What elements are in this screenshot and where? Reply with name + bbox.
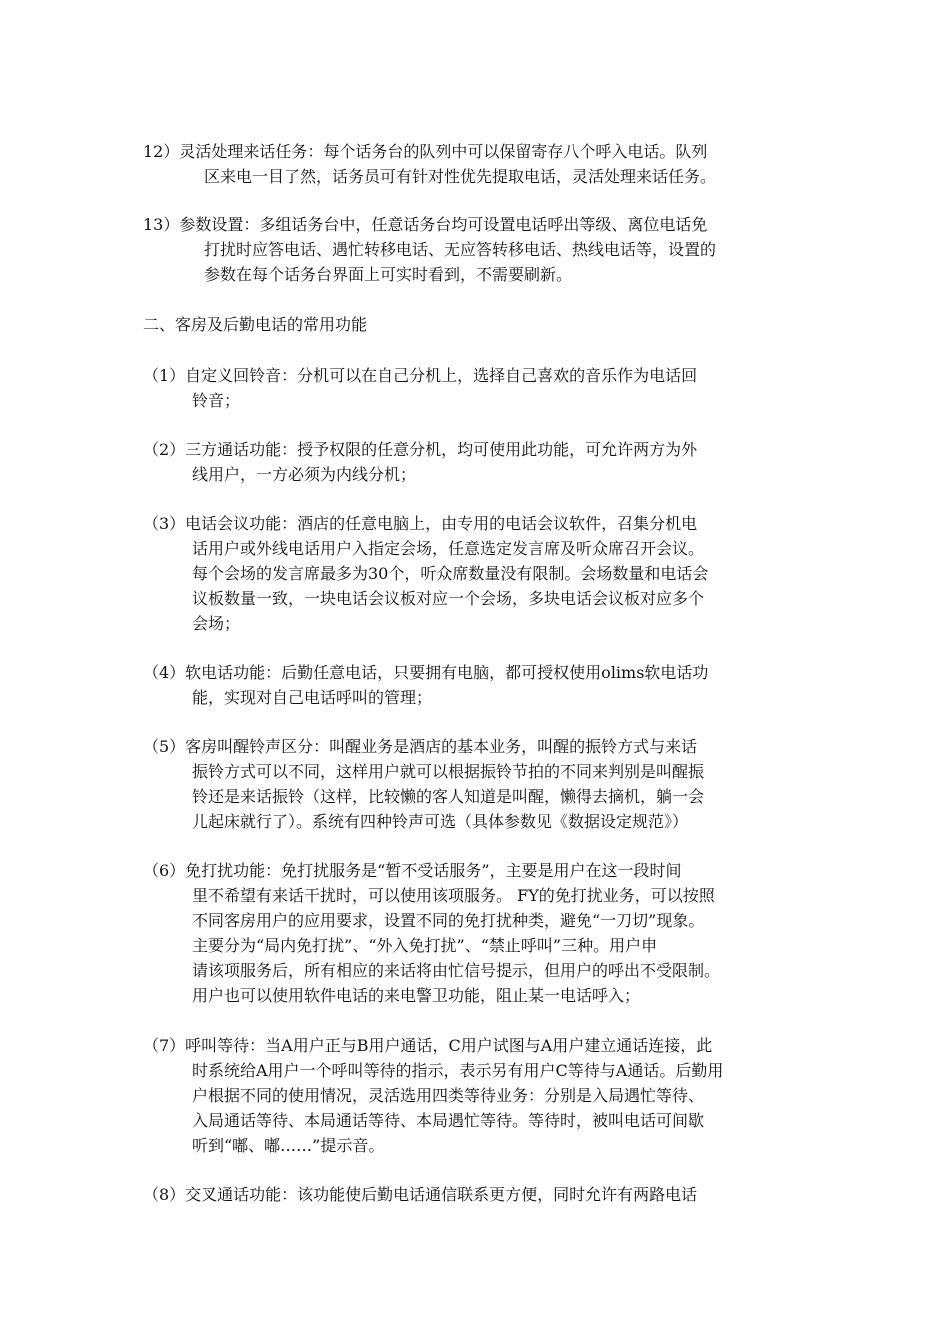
section-2-heading: 二、客房及后勤电话的常用功能 <box>143 315 368 334</box>
item-13-line-3: 参数在每个话务台界面上可实时看到，不需要刷新。 <box>204 265 573 284</box>
point-6-line-3: 不同客房用户的应用要求，设置不同的免打扰种类，避免“一刀切”现象。 <box>192 911 705 930</box>
point-1-line-2: 铃音； <box>192 391 241 410</box>
point-3-line-5: 会场； <box>192 614 241 633</box>
point-7-line-4: 入局通话等待、本局通话等待、本局遇忙等待。等待时，被叫电话可间歇 <box>192 1111 705 1130</box>
item-13-line-1: 13）参数设置：多组话务台中，任意话务台均可设置电话呼出等级、离位电话免 <box>143 215 708 234</box>
point-8-line-1: （8）交叉通话功能：该功能使后勤电话通信联系更方便，同时允许有两路电话 <box>143 1185 698 1204</box>
point-7-line-5: 听到“嘟、嘟……”提示音。 <box>192 1136 385 1155</box>
point-7-line-2: 时系统给A用户一个呼叫等待的指示，表示另有用户C等待与A通话。后勤用 <box>192 1061 724 1080</box>
point-6-line-5: 请该项服务后，所有相应的来话将由忙信号提示，但用户的呼出不受限制。 <box>192 961 721 980</box>
point-3-line-2: 话用户或外线电话用户入指定会场，任意选定发言席及听众席召开会议。 <box>192 539 705 558</box>
point-5-line-3: 铃还是来话振铃（这样，比较懒的客人知道是叫醒，懒得去摘机，躺一会 <box>192 787 705 806</box>
point-3-line-3: 每个会场的发言席最多为30个，听众席数量没有限制。会场数量和电话会 <box>192 564 709 583</box>
item-12-line-1: 12）灵活处理来话任务：每个话务台的队列中可以保留寄存八个呼入电话。队列 <box>143 142 708 161</box>
point-5-line-1: （5）客房叫醒铃声区分：叫醒业务是酒店的基本业务，叫醒的振铃方式与来话 <box>143 737 698 756</box>
item-12-line-2: 区来电一目了然，话务员可有针对性优先提取电话，灵活处理来话任务。 <box>204 167 717 186</box>
point-7-line-3: 户根据不同的使用情况，灵活选用四类等待业务：分别是入局遇忙等待、 <box>192 1086 705 1105</box>
point-5-line-2: 振铃方式可以不同，这样用户就可以根据振铃节拍的不同来判别是叫醒振 <box>192 762 705 781</box>
point-1-line-1: （1）自定义回铃音：分机可以在自己分机上，选择自己喜欢的音乐作为电话回 <box>143 366 698 385</box>
item-13-line-2: 打扰时应答电话、遇忙转移电话、无应答转移电话、热线电话等，设置的 <box>204 240 717 259</box>
point-2-line-1: （2）三方通话功能：授予权限的任意分机，均可使用此功能，可允许两方为外 <box>143 440 698 459</box>
point-7-line-1: （7）呼叫等待：当A用户正与B用户通话，C用户试图与A用户建立通话连接，此 <box>143 1036 713 1055</box>
point-6-line-4: 主要分为“局内免打扰”、“外入免打扰”、“禁止呼叫”三种。用户申 <box>192 936 658 955</box>
point-6-line-2: 里不希望有来话干扰时，可以使用该项服务。 FY的免打扰业务，可以按照 <box>192 886 715 905</box>
point-4-line-1: （4）软电话功能：后勤任意电话，只要拥有电脑，都可授权使用olims软电话功 <box>143 663 709 682</box>
point-4-line-2: 能，实现对自己电话呼叫的管理； <box>192 688 433 707</box>
point-3-line-1: （3）电话会议功能：酒店的任意电脑上，由专用的电话会议软件，召集分机电 <box>143 514 698 533</box>
point-6-line-6: 用户也可以使用软件电话的来电警卫功能，阻止某一电话呼入； <box>192 986 641 1005</box>
point-6-line-1: （6）免打扰功能：免打扰服务是“暂不受话服务”，主要是用户在这一段时间 <box>143 861 682 880</box>
point-3-line-4: 议板数量一致，一块电话会议板对应一个会场，多块电话会议板对应多个 <box>192 589 705 608</box>
point-2-line-2: 线用户，一方必须为内线分机； <box>192 465 417 484</box>
point-5-line-4: 儿起床就行了）。系统有四种铃声可选（具体参数见《数据设定规范》） <box>192 812 689 831</box>
